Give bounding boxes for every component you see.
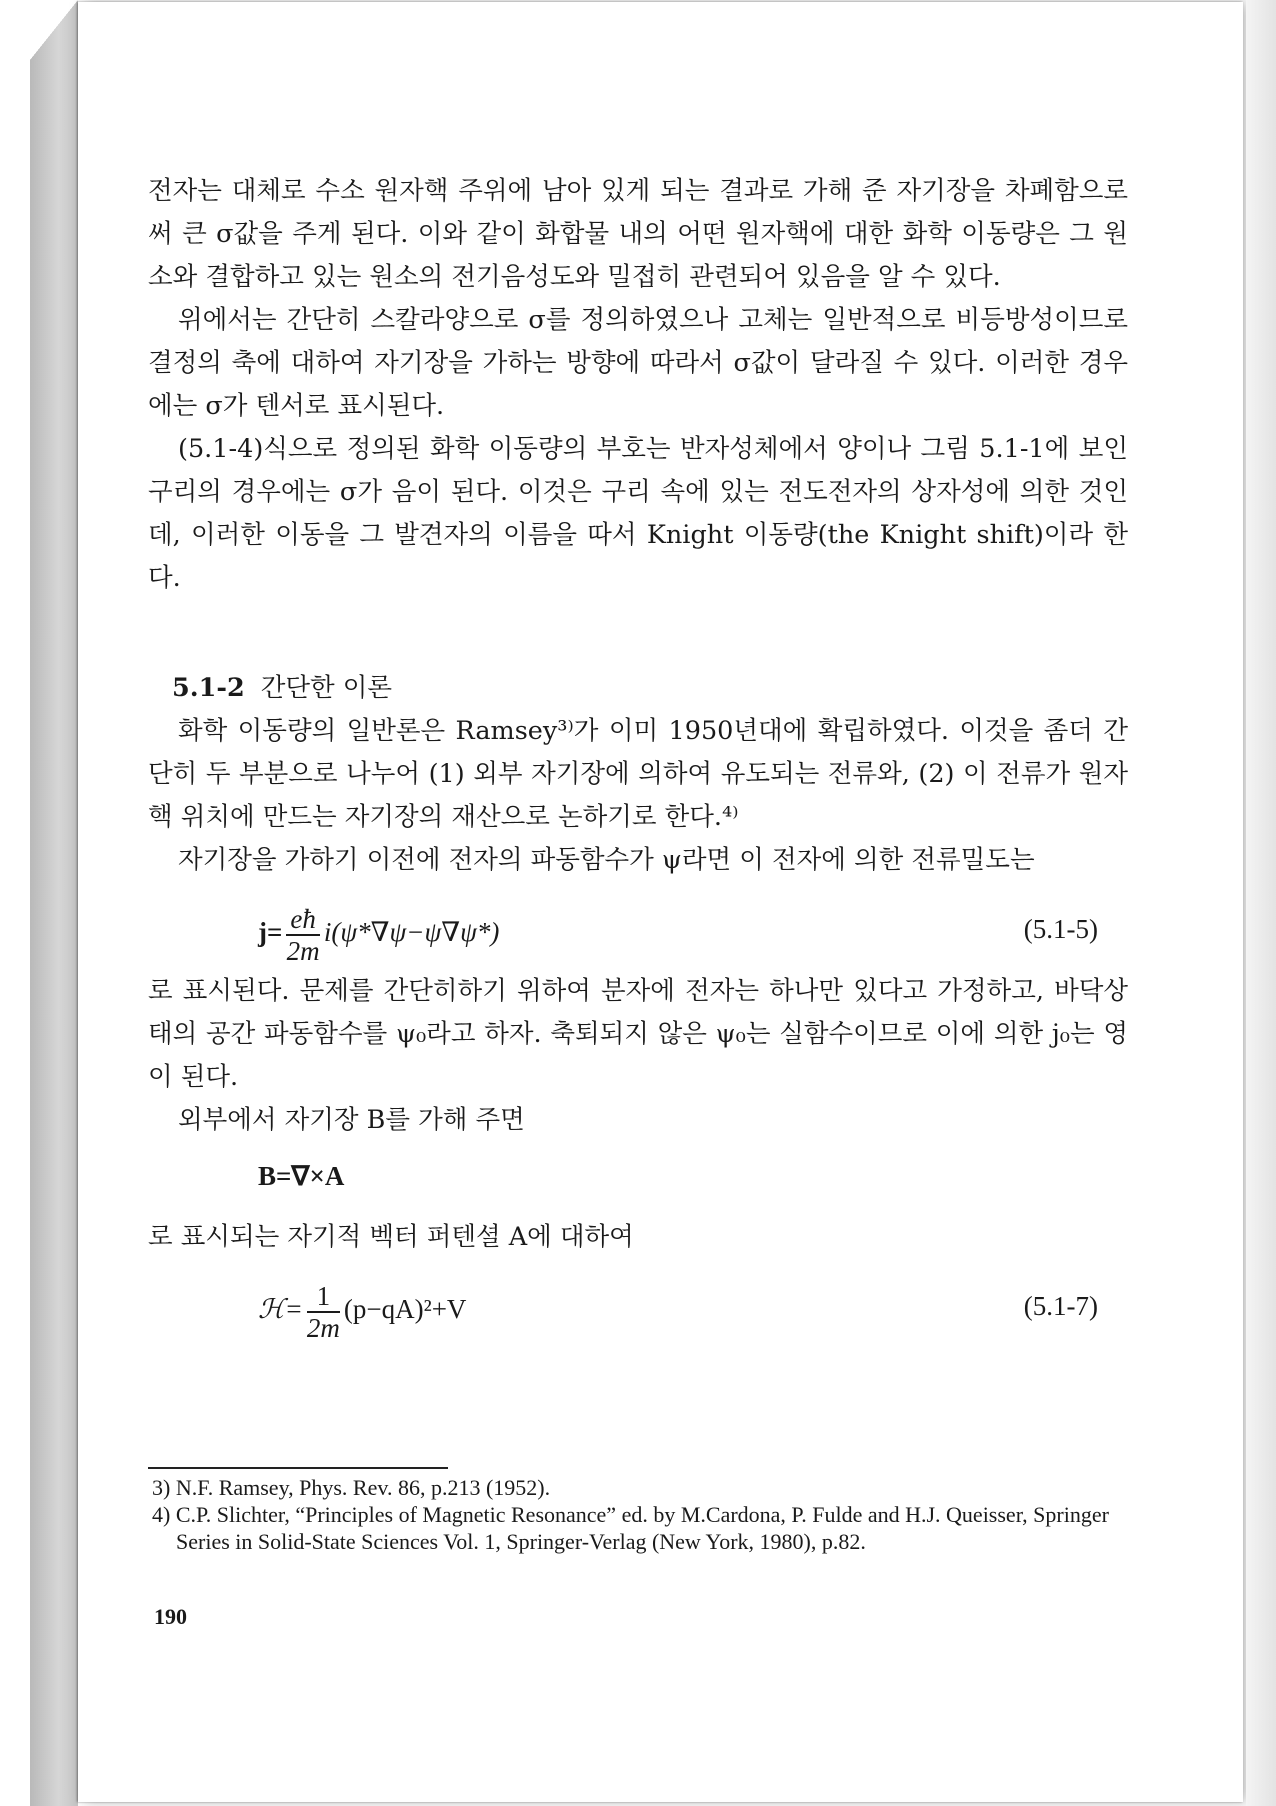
equation-rhs: i(ψ*∇ψ−ψ∇ψ*) (323, 917, 500, 948)
footnote-4: 4) C.P. Slichter, “Principles of Magnetic Resonance” ed. by M.Cardona, P. Fulde and H.J. Queisser, Springer Series in Solid-State Sciences Vol. 1, Springer-Verlag (New York, 1980), p.82. (152, 1502, 1109, 1554)
fraction-denominator: 2m (306, 1313, 340, 1343)
equation-fraction (307, 1281, 340, 1343)
fraction-numerator: 1 (307, 1281, 340, 1313)
section-number: 5.1-2 (172, 673, 245, 703)
equation-curl: B=∇×A (258, 1161, 345, 1191)
section-title: 간단한 이론 (260, 673, 392, 703)
fraction-denominator: 2m (286, 936, 320, 966)
equation-fraction (286, 904, 319, 966)
paragraph-6: 로 표시된다. 문제를 간단히하기 위하여 분자에 전자는 하나만 있다고 가정하고, 바닥상태의 공간 파동함수를 ψ₀라고 하자. 축퇴되지 않은 ψ₀는 실함수이므로 이에 의한 j₀는 영이 된다. (148, 976, 1128, 1092)
footnotes (152, 1474, 1122, 1555)
paragraph-8: 로 표시되는 자기적 벡터 퍼텐셜 A에 대하여 (148, 1222, 634, 1252)
page-edge (1246, 0, 1276, 1806)
book-spine-corner (30, 0, 78, 60)
footnote-divider (148, 1467, 448, 1469)
fraction-numerator: eħ (286, 904, 319, 936)
paragraph-1: 전자는 대체로 수소 원자핵 주위에 남아 있게 되는 결과로 가해 준 자기장을 차폐함으로써 큰 σ값을 주게 된다. 이와 같이 화합물 내의 어떤 원자핵에 대한 화학 이동량은 그 원소와 결합하고 있는 원소의 전기음성도와 밀접히 관련되어 있음을 알 수 있다. (148, 176, 1128, 292)
equation-rhs: (p−qA)²+V (343, 1294, 467, 1325)
page-number: 190 (154, 1604, 187, 1629)
paragraph-3: (5.1-4)식으로 정의된 화학 이동량의 부호는 반자성체에서 양이나 그림 5.1-1에 보인 구리의 경우에는 σ가 음이 된다. 이것은 구리 속에 있는 전도전자의 상자성에 의한 것인데, 이러한 이동을 그 발견자의 이름을 따서 Knight 이동량(the Knight shift)이라 한다. (148, 434, 1128, 593)
equation-lhs: ℋ= (258, 1294, 303, 1325)
paragraph-5: 자기장을 가하기 이전에 전자의 파동함수가 ψ라면 이 전자에 의한 전류밀도는 (178, 845, 1035, 875)
page-body (148, 170, 1128, 1347)
paragraph-7: 외부에서 자기장 B를 가해 주면 (178, 1105, 525, 1135)
equation-body (258, 1281, 466, 1343)
equation-5-1-5 (148, 894, 1128, 966)
paragraph-4: 화학 이동량의 일반론은 Ramsey³⁾가 이미 1950년대에 확립하였다. 이것을 좀더 간단히 두 부분으로 나누어 (1) 외부 자기장에 의하여 유도되는 전류와, (2) 이 전류가 원자핵 위치에 만드는 자기장의 재산으로 논하기로 한다.⁴⁾ (148, 716, 1128, 832)
equation-5-1-7 (148, 1271, 1128, 1343)
equation-number: (5.1-7) (1023, 1291, 1098, 1321)
footnote-3: 3) N.F. Ramsey, Phys. Rev. 86, p.213 (1952). (152, 1475, 551, 1500)
paragraph-2: 위에서는 간단히 스칼라양으로 σ를 정의하였으나 고체는 일반적으로 비등방성이므로 결정의 축에 대하여 자기장을 가하는 방향에 따라서 σ값이 달라질 수 있다. 이러한 경우에는 σ가 텐서로 표시된다. (148, 305, 1128, 421)
equation-number: (5.1-5) (1023, 914, 1098, 944)
section-heading (172, 666, 1128, 710)
book-spine (30, 0, 78, 1806)
equation-lhs: j= (258, 917, 283, 948)
equation-body (258, 904, 499, 966)
